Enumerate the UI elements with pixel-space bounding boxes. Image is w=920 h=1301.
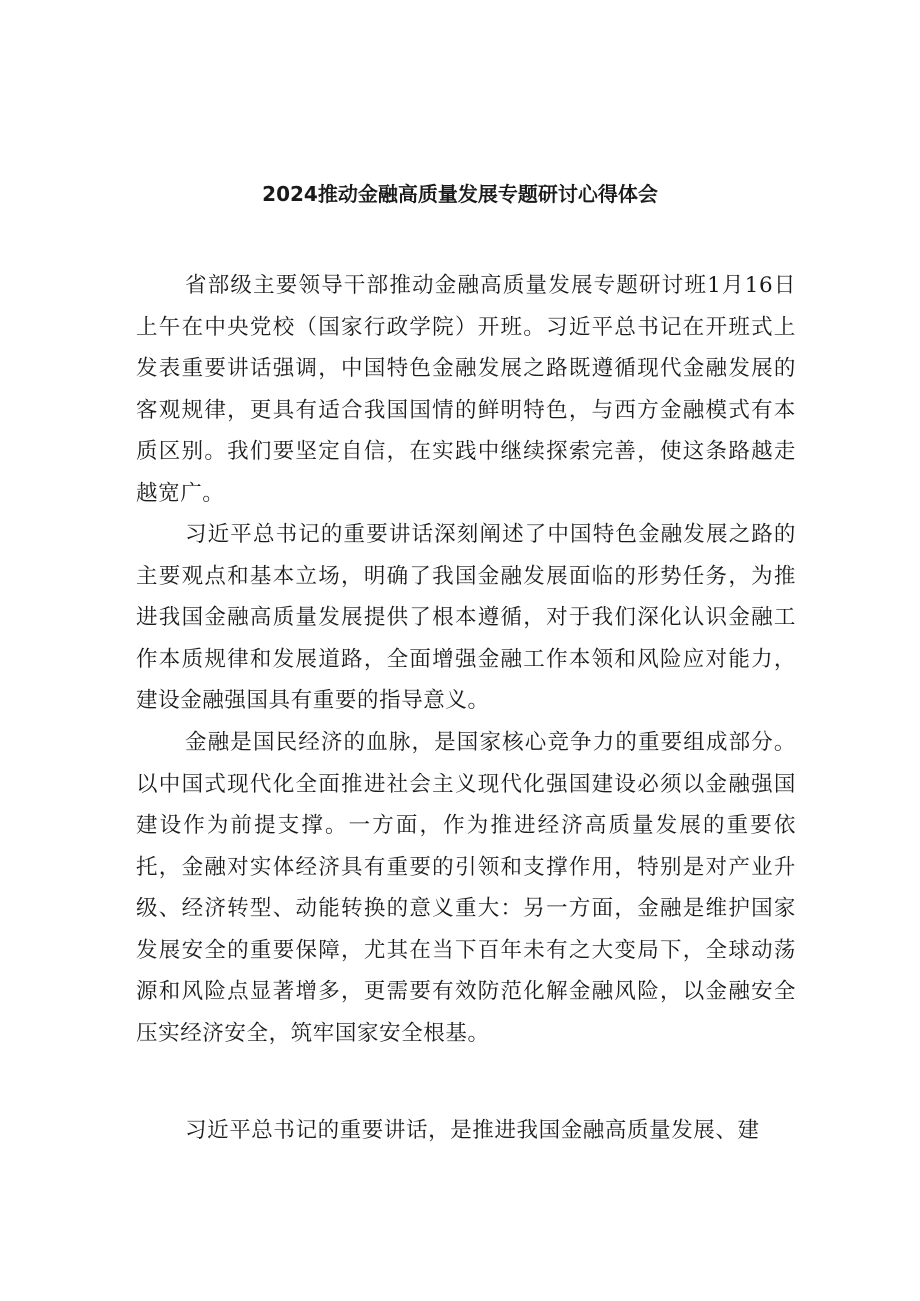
document-title: 2024推动金融高质量发展专题研讨心得体会	[262, 182, 658, 206]
paragraph-4: 习近平总书记的重要讲话，是推进我国金融高质量发展、建	[185, 1118, 760, 1143]
paragraph-2: 习近平总书记的重要讲话深刻阐述了中国特色金融发展之路的主要观点和基本立场，明确了我国金融发展面临的形势任务，为推进我国金融高质量发展提供了根本遵循，对于我们深化认识金融工作本质规律和发展道路，全面增强金融工作本领和风险应对能力，建设金融强国具有重要的指导意义。	[136, 522, 796, 713]
paragraph-1: 省部级主要领导干部推动金融高质量发展专题研讨班1月16日上午在中央党校（国家行政学院）开班。习近平总书记在开班式上发表重要讲话强调，中国特色金融发展之路既遵循现代金融发展的客观规律，更具有适合我国国情的鲜明特色，与西方金融模式有本质区别。我们要坚定自信，在实践中继续探索完善，使这条路越走越宽广。	[136, 273, 796, 506]
paragraph-3: 金融是国民经济的血脉，是国家核心竞争力的重要组成部分。以中国式现代化全面推进社会主义现代化强国建设必须以金融强国建设作为前提支撑。一方面，作为推进经济高质量发展的重要依托，金融对实体经济具有重要的引领和支撑作用，特别是对产业升级、经济转型、动能转换的意义重大：另一方面，金融是维护国家发展安全的重要保障，尤其在当下百年未有之大变局下，全球动荡源和风险点显著增多，更需要有效防范化解金融风险，以金融安全压实经济安全，筑牢国家安全根基。	[136, 730, 796, 1046]
